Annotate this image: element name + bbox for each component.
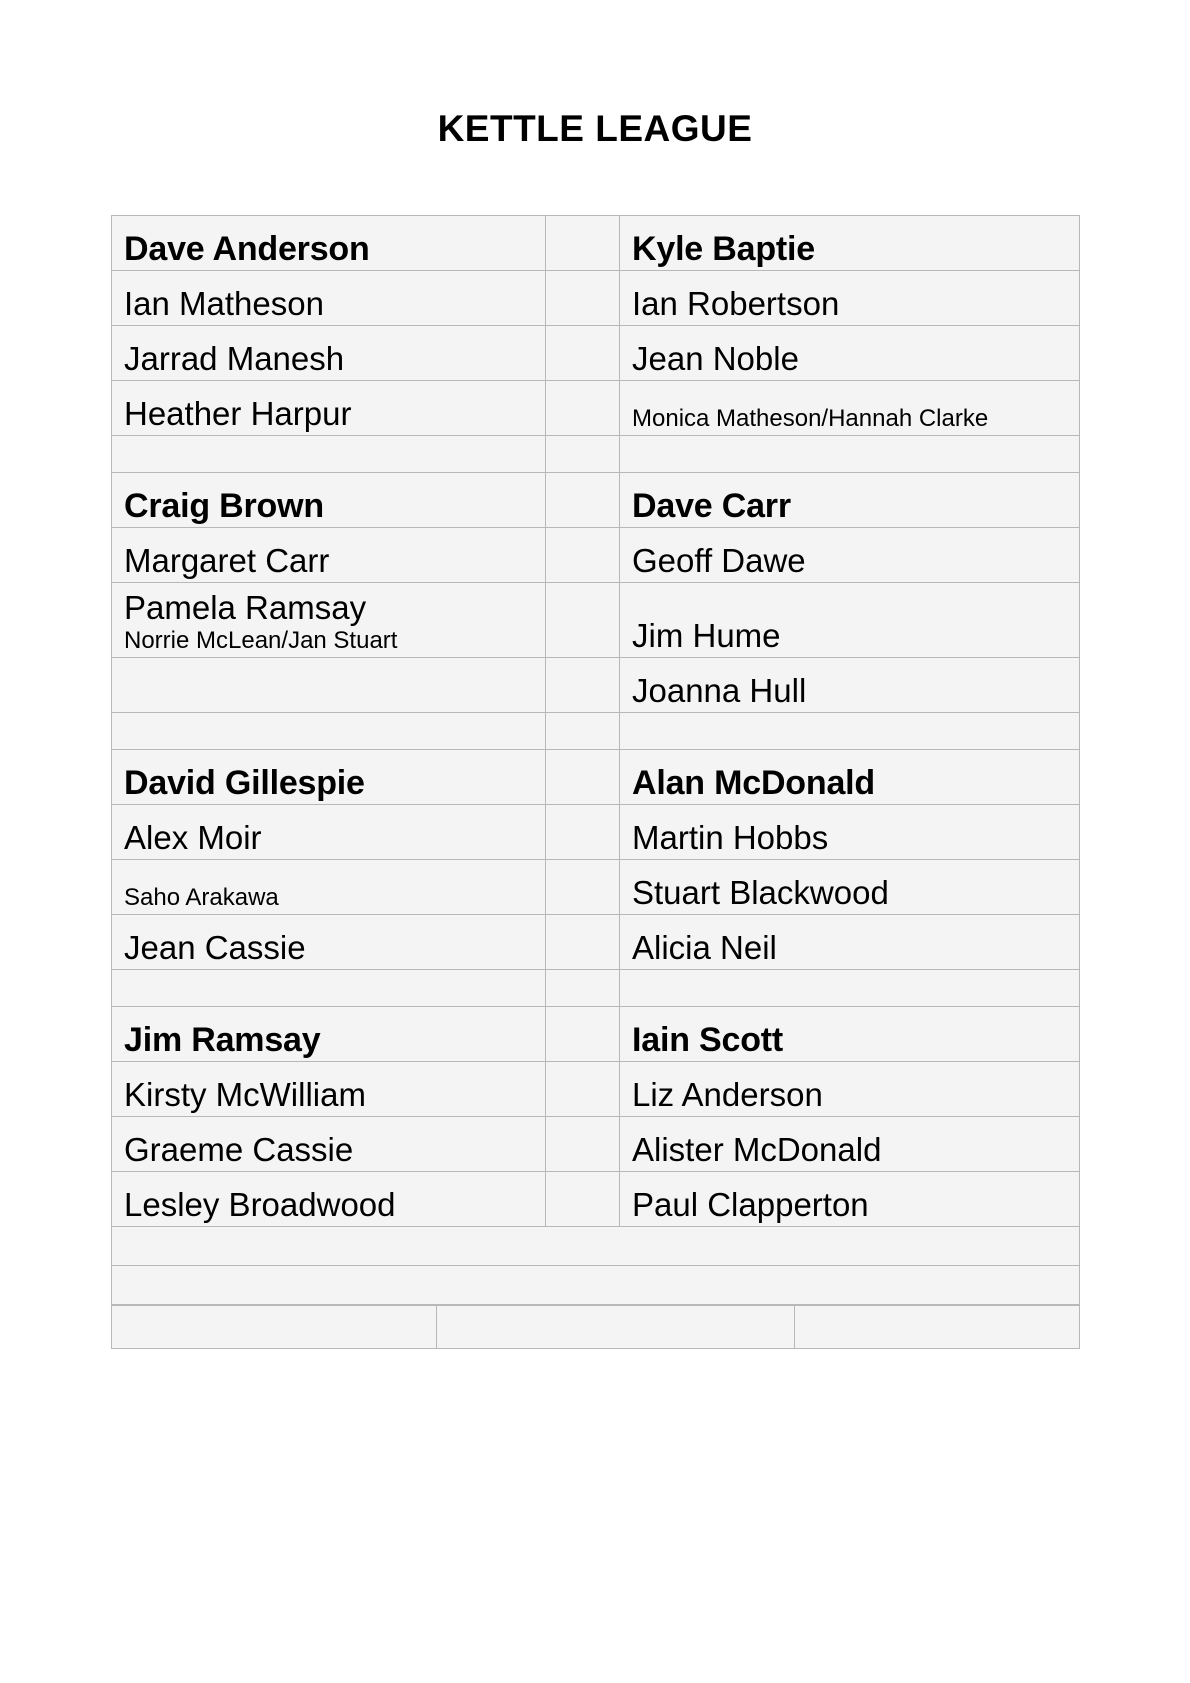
table-row-spacer	[112, 436, 1080, 473]
player-cell-left	[112, 658, 546, 713]
player-cell-right	[620, 583, 1080, 658]
table-row-spacer	[112, 713, 1080, 750]
table-row	[112, 915, 1080, 970]
player-name: Kyle Baptie	[632, 229, 815, 268]
player-cell-right	[620, 528, 1080, 583]
spacer-cell	[546, 1007, 620, 1062]
spacer-cell	[546, 271, 620, 326]
player-cell-left	[112, 860, 546, 915]
spacer-cell	[546, 1172, 620, 1227]
table-row	[112, 381, 1080, 436]
player-name: Craig Brown	[124, 486, 324, 525]
table-row	[112, 1172, 1080, 1227]
player-name: Alex Moir	[124, 819, 262, 857]
table-row	[112, 1117, 1080, 1172]
table-row-empty	[112, 1306, 1080, 1349]
player-name-secondary: Norrie McLean/Jan Stuart	[124, 627, 398, 655]
footer-cell	[795, 1306, 1080, 1349]
spacer-cell	[546, 970, 620, 1007]
player-name: Alan McDonald	[632, 763, 875, 802]
player-cell-left	[112, 1117, 546, 1172]
empty-cell	[112, 1227, 1080, 1266]
table-row-empty	[112, 1266, 1080, 1305]
player-cell-right	[620, 658, 1080, 713]
player-name: Paul Clapperton	[632, 1186, 869, 1224]
spacer-cell	[620, 713, 1080, 750]
player-name: Jean Noble	[632, 340, 799, 378]
table-row	[112, 750, 1080, 805]
player-name: Jean Cassie	[124, 929, 306, 967]
spacer-cell	[546, 381, 620, 436]
player-name: Liz Anderson	[632, 1076, 823, 1114]
player-name: Martin Hobbs	[632, 819, 829, 857]
player-name: Jim Hume	[632, 617, 781, 655]
player-name: Ian Robertson	[632, 285, 840, 323]
spacer-cell	[620, 970, 1080, 1007]
page-title: KETTLE LEAGUE	[437, 108, 753, 149]
spacer-cell	[546, 1117, 620, 1172]
player-cell-left	[112, 271, 546, 326]
footer-cell	[437, 1306, 795, 1349]
footer-cell	[112, 1306, 437, 1349]
spacer-cell	[546, 326, 620, 381]
player-cell-right	[620, 381, 1080, 436]
player-name: David Gillespie	[124, 763, 365, 802]
player-cell-right	[620, 473, 1080, 528]
player-cell-left	[112, 528, 546, 583]
player-cell-right	[620, 1007, 1080, 1062]
player-cell-left	[112, 583, 546, 658]
player-name: Monica Matheson/Hannah Clarke	[632, 405, 989, 433]
empty-cell	[112, 1266, 1080, 1305]
player-cell-right	[620, 216, 1080, 271]
player-cell-left	[112, 381, 546, 436]
spacer-cell	[546, 915, 620, 970]
player-name: Geoff Dawe	[632, 542, 806, 580]
spacer-cell	[546, 713, 620, 750]
spacer-cell	[546, 583, 620, 658]
player-cell-left	[112, 473, 546, 528]
spacer-cell	[112, 713, 546, 750]
spacer-cell	[546, 805, 620, 860]
table-row	[112, 1062, 1080, 1117]
league-table-wrapper	[111, 215, 1079, 1349]
player-cell-right	[620, 915, 1080, 970]
player-name: Graeme Cassie	[124, 1131, 354, 1169]
player-cell-right	[620, 326, 1080, 381]
player-name: Iain Scott	[632, 1020, 784, 1059]
player-name: Pamela Ramsay	[124, 589, 367, 627]
player-name: Alicia Neil	[632, 929, 777, 967]
table-row	[112, 216, 1080, 271]
player-name: Jim Ramsay	[124, 1020, 321, 1059]
player-name: Dave Carr	[632, 486, 791, 525]
player-cell-left	[112, 915, 546, 970]
player-cell-left	[112, 1172, 546, 1227]
table-row-empty	[112, 1227, 1080, 1266]
spacer-cell	[546, 750, 620, 805]
player-cell-left	[112, 1007, 546, 1062]
spacer-cell	[546, 860, 620, 915]
player-name: Margaret Carr	[124, 542, 330, 580]
table-row	[112, 326, 1080, 381]
player-cell-left	[112, 1062, 546, 1117]
player-name: Jarrad Manesh	[124, 340, 345, 378]
spacer-cell	[546, 528, 620, 583]
player-cell-left	[112, 326, 546, 381]
table-row	[112, 1007, 1080, 1062]
player-cell-left	[112, 750, 546, 805]
table-row-spacer	[112, 970, 1080, 1007]
spacer-cell	[546, 1062, 620, 1117]
player-name: Stuart Blackwood	[632, 874, 889, 912]
player-cell-left	[112, 805, 546, 860]
player-cell-left	[112, 216, 546, 271]
player-name: Saho Arakawa	[124, 884, 279, 912]
player-cell-right	[620, 860, 1080, 915]
player-cell-right	[620, 805, 1080, 860]
player-name: Kirsty McWilliam	[124, 1076, 366, 1114]
spacer-cell	[546, 658, 620, 713]
spacer-cell	[112, 436, 546, 473]
spacer-cell	[546, 216, 620, 271]
table-row	[112, 528, 1080, 583]
player-cell-right	[620, 1062, 1080, 1117]
table-row	[112, 658, 1080, 713]
spacer-cell	[620, 436, 1080, 473]
player-name: Joanna Hull	[632, 672, 807, 710]
player-name: Alister McDonald	[632, 1131, 882, 1169]
player-name: Lesley Broadwood	[124, 1186, 396, 1224]
table-row	[112, 583, 1080, 658]
table-row	[112, 271, 1080, 326]
spacer-cell	[546, 473, 620, 528]
table-row	[112, 473, 1080, 528]
table-row	[112, 805, 1080, 860]
player-cell-right	[620, 1172, 1080, 1227]
player-name: Dave Anderson	[124, 229, 370, 268]
player-name: Heather Harpur	[124, 395, 352, 433]
player-name: Ian Matheson	[124, 285, 324, 323]
player-cell-right	[620, 750, 1080, 805]
league-table	[111, 215, 1080, 1305]
footer-strip-table	[111, 1305, 1080, 1349]
spacer-cell	[112, 970, 546, 1007]
player-cell-right	[620, 271, 1080, 326]
spacer-cell	[546, 436, 620, 473]
player-cell-right	[620, 1117, 1080, 1172]
table-row	[112, 860, 1080, 915]
